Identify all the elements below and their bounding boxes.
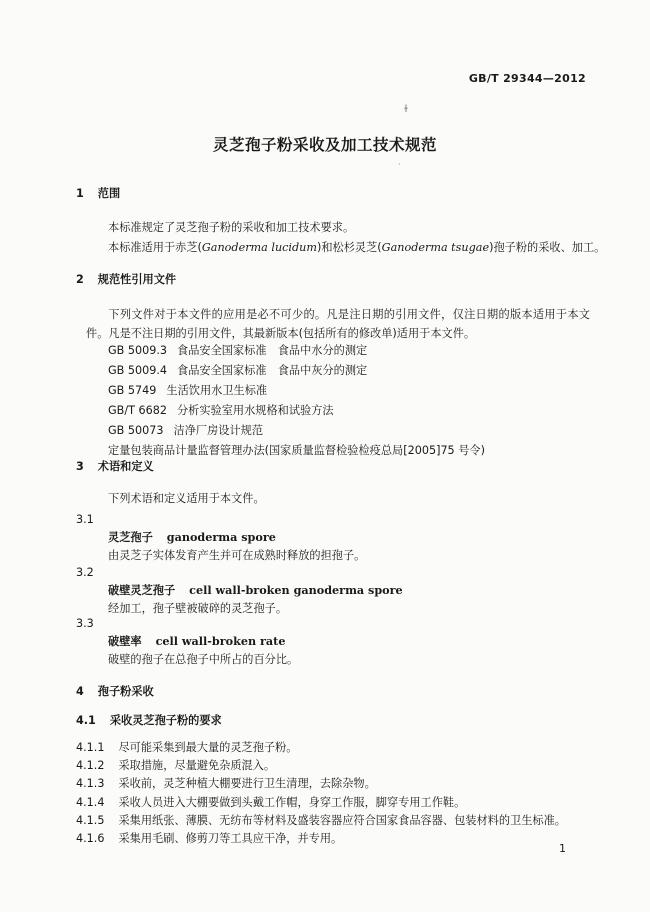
ref-item: GB 5009.4 食品安全国家标准 食品中灰分的测定 (108, 364, 368, 377)
section-3-intro: 下列术语和定义适用于本文件。 (108, 492, 265, 505)
section-2-intro: 下列文件对于本文件的应用是必不可少的。凡是注日期的引用文件，仅注日期的版本适用于本文件。凡是不注日期的引用文件，其最新版本(包括所有的修改单)适用于本文件。 (86, 308, 590, 340)
clause-item: 4.1.1 尽可能采集到最大量的灵芝孢子粉。 (76, 741, 298, 754)
section-1-para-2: 本标准适用于赤芝(Ganoderma lucidum)和松杉灵芝(Ganoderma tsugae)孢子粉的采收、加工。 (108, 241, 606, 254)
ref-item: GB 50073 洁净厂房设计规范 (108, 424, 264, 437)
term-heading: 灵芝孢子 ganoderma spore (108, 530, 276, 544)
term-definition: 破壁的孢子在总孢子中所占的百分比。 (108, 653, 299, 666)
scan-speck: · (398, 160, 401, 169)
ref-item: GB/T 6682 分析实验室用水规格和试验方法 (108, 404, 334, 417)
ref-item: GB 5749 生活饮用水卫生标准 (108, 384, 268, 397)
clause-item: 4.1.5 采集用纸张、薄膜、无纺布等材料及盛装容器应符合国家食品容器、包装材料的卫生标准。 (76, 814, 566, 827)
section-2-heading: 2 规范性引用文件 (76, 273, 177, 286)
section-4-heading: 4 孢子粉采收 (76, 685, 154, 698)
ref-item-last: 定量包装商品计量监督管理办法(国家质量监督检验检疫总局[2005]75 号令) (108, 444, 485, 457)
clause-item: 4.1.2 采取措施，尽量避免杂质混入。 (76, 759, 276, 772)
section-1-heading: 1 范围 (76, 187, 121, 200)
page-number: 1 (559, 842, 566, 855)
term-definition: 由灵芝子实体发育产生并可在成熟时释放的担孢子。 (108, 549, 366, 562)
scan-mark: ɫ (404, 104, 408, 115)
term-number: 3.2 (76, 566, 94, 579)
term-number: 3.1 (76, 513, 94, 526)
standard-code: GB/T 29344—2012 (468, 72, 586, 85)
section-3-heading: 3 术语和定义 (76, 460, 154, 473)
term-heading: 破壁率 cell wall-broken rate (108, 634, 286, 648)
clause-item: 4.1.3 采收前，灵芝种植大棚要进行卫生清理，去除杂物。 (76, 777, 376, 790)
subsection-4-1-heading: 4.1 采收灵芝孢子粉的要求 (76, 714, 222, 727)
clause-item: 4.1.6 采集用毛刷、修剪刀等工具应干净，并专用。 (76, 832, 343, 845)
ref-item: GB 5009.3 食品安全国家标准 食品中水分的测定 (108, 344, 368, 357)
document-title: 灵芝孢子粉采收及加工技术规范 (212, 136, 437, 154)
clause-item: 4.1.4 采收人员进入大棚要做到头戴工作帽，身穿工作服，脚穿专用工作鞋。 (76, 796, 466, 809)
term-number: 3.3 (76, 617, 94, 630)
term-heading: 破壁灵芝孢子 cell wall-broken ganoderma spore (108, 583, 403, 597)
section-1-para-1: 本标准规定了灵芝孢子粉的采收和加工技术要求。 (108, 221, 355, 234)
term-definition: 经加工，孢子壁被破碎的灵芝孢子。 (108, 602, 288, 615)
